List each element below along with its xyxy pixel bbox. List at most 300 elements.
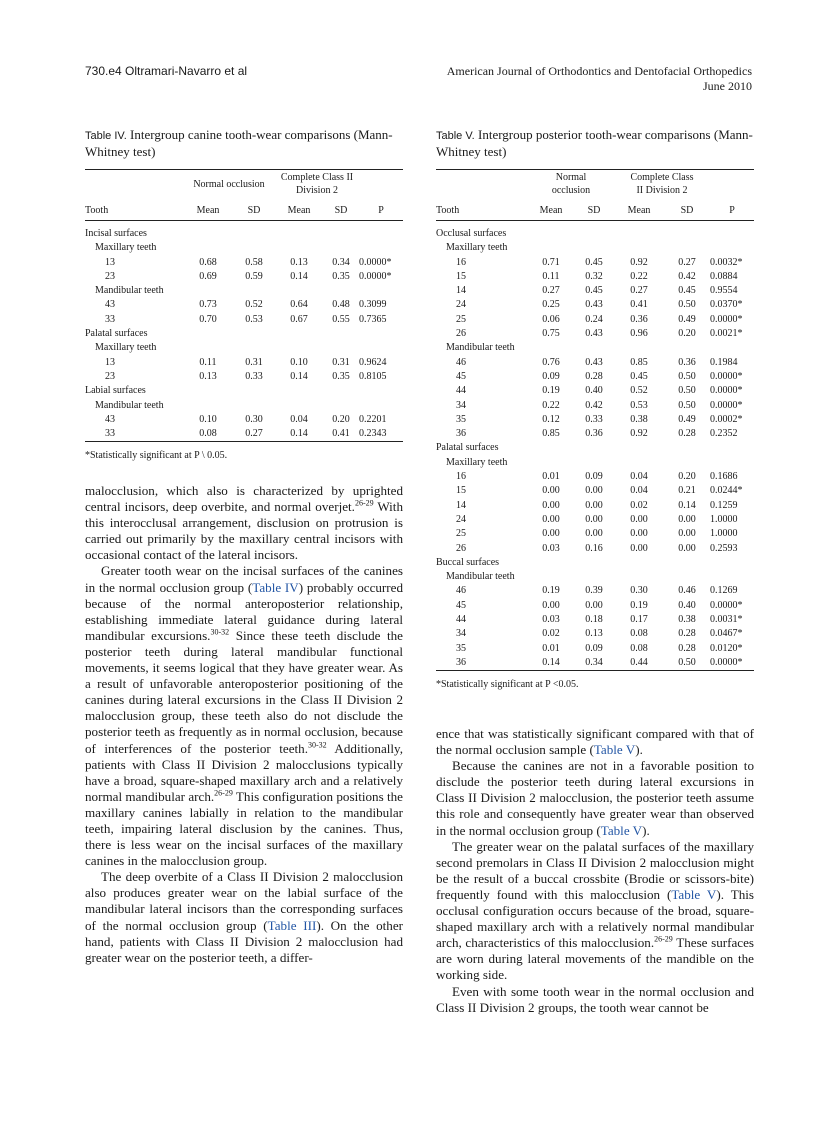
paragraph [85, 563, 403, 869]
mean-class2-cell: 0.85 [630, 356, 648, 368]
mean-normal-cell: 0.00 [542, 528, 560, 540]
tooth-cell: 15 [456, 270, 466, 282]
text-run: Since these teeth disclude the posterior teeth during lateral mandibular functional movements, it seems logical that they have greater wear. As a result of unfavorable anteroposterior positioning of the canines during lateral excursions in the Class II Division 2 malocclusion group, these teeth also do not disclude the posterior teeth as frequently as in normal occlusion, because of interferences of the posterior teeth. [85, 627, 403, 756]
mean-class2-cell: 0.14 [290, 428, 308, 440]
subsection-row [85, 241, 403, 255]
col-tooth: Tooth [436, 205, 460, 216]
section-row [85, 327, 403, 341]
tooth-cell: 24 [456, 513, 466, 525]
sd-normal-cell: 0.09 [585, 471, 603, 483]
tooth-cell: 43 [105, 413, 115, 425]
table-iv-body [85, 221, 403, 442]
sd-normal-cell: 0.24 [585, 313, 603, 325]
table-iv-label: Table IV. [85, 130, 127, 142]
tooth-cell: 33 [105, 428, 115, 440]
mean-normal-cell: 0.03 [542, 542, 560, 554]
text-run: ). On the other hand, patients with Class II Division 2 malocclusion had greater wear on the posterior teeth, a differ- [85, 917, 403, 965]
p-value-cell: 0.0000* [359, 256, 392, 268]
mean-normal-cell: 0.69 [199, 270, 217, 282]
mean-class2-cell: 0.36 [630, 313, 648, 325]
tooth-cell: 26 [456, 542, 466, 554]
p-value-cell: 0.2593 [710, 542, 738, 554]
sd-normal-cell: 0.27 [245, 428, 263, 440]
paragraph [436, 839, 754, 984]
mean-normal-cell: 0.14 [542, 656, 560, 668]
citation-superscript: 30-32 [307, 740, 327, 750]
mean-normal-cell: 0.13 [199, 370, 217, 382]
table-row [436, 284, 754, 298]
subsection-label: Mandibular teeth [446, 571, 515, 583]
mean-normal-cell: 0.19 [542, 585, 560, 597]
p-value-cell: 0.9554 [710, 285, 738, 297]
text-run: These surfaces are worn during lateral movements of the mandible on the working side. [436, 935, 754, 983]
tooth-cell: 25 [456, 313, 466, 325]
mean-normal-cell: 0.10 [199, 413, 217, 425]
p-value-cell: 0.9624 [359, 356, 387, 368]
journal-name: American Journal of Orthodontics and Dentofacial Orthopedics [446, 64, 752, 78]
sd-class2-cell: 0.28 [678, 642, 696, 654]
body-text-left [85, 483, 403, 966]
mean-normal-cell: 0.02 [542, 628, 560, 640]
p-value-cell: 0.0120* [710, 642, 743, 654]
table-row [85, 427, 403, 442]
subsection-row [436, 456, 754, 470]
table-iv-block [85, 127, 403, 461]
mean-class2-cell: 0.19 [630, 599, 648, 611]
mean-class2-cell: 0.02 [630, 499, 648, 511]
sd-class2-cell: 0.41 [332, 428, 350, 440]
sd-class2-cell: 0.40 [678, 599, 696, 611]
section-row [85, 221, 403, 242]
subsection-label: Maxillary teeth [95, 342, 157, 354]
sd-normal-cell: 0.00 [585, 599, 603, 611]
mean-normal-cell: 0.00 [542, 499, 560, 511]
p-value-cell: 1.0000 [710, 513, 738, 525]
sd-class2-cell: 0.27 [678, 256, 696, 268]
sd-class2-cell: 0.00 [678, 542, 696, 554]
subsection-label: Mandibular teeth [95, 285, 164, 297]
p-value-cell: 0.1984 [710, 356, 738, 368]
sd-normal-cell: 0.39 [585, 585, 603, 597]
col-mean-2: Mean [627, 205, 651, 216]
subsection-label: Mandibular teeth [446, 342, 515, 354]
section-row [436, 556, 754, 570]
table-reference-link[interactable]: Table V [593, 742, 636, 758]
subsection-row [85, 284, 403, 298]
subsection-row [85, 341, 403, 355]
p-value-cell: 0.0467* [710, 628, 743, 640]
table-row [436, 356, 754, 370]
mean-class2-cell: 0.45 [630, 370, 648, 382]
table-iv-title: Intergroup canine tooth-wear comparisons (Mann-Whitney test) [85, 127, 393, 159]
text-run: The deep overbite of a Class II Division 2 malocclusion also produces greater wear on the labial surface of the mandibular lateral incisors than the corresponding surfaces of the normal occlusion group ( [85, 869, 403, 933]
mean-class2-cell: 0.44 [630, 656, 648, 668]
sd-class2-cell: 0.20 [678, 328, 696, 340]
sd-normal-cell: 0.30 [245, 413, 263, 425]
mean-class2-cell: 0.04 [630, 471, 648, 483]
table-row [436, 384, 754, 398]
sd-class2-cell: 0.46 [678, 585, 696, 597]
running-header-right [447, 64, 752, 94]
sd-class2-cell: 0.00 [678, 513, 696, 525]
mean-normal-cell: 0.09 [542, 370, 560, 382]
tooth-cell: 45 [456, 370, 466, 382]
text-run: malocclusion, which also is characterized by uprighted central incisors, deep overbite, and normal overjet. [85, 483, 403, 515]
sd-normal-cell: 0.36 [585, 428, 603, 440]
p-value-cell: 0.3099 [359, 299, 387, 311]
sd-class2-cell: 0.49 [678, 413, 696, 425]
mean-class2-cell: 0.04 [630, 485, 648, 497]
sd-class2-cell: 0.28 [678, 628, 696, 640]
mean-class2-cell: 0.08 [630, 642, 648, 654]
sd-normal-cell: 0.43 [585, 356, 603, 368]
table-row [85, 256, 403, 270]
subsection-row [436, 241, 754, 255]
mean-class2-cell: 0.00 [630, 528, 648, 540]
mean-normal-cell: 0.68 [199, 256, 217, 268]
sd-class2-cell: 0.50 [678, 299, 696, 311]
subsection-label: Mandibular teeth [95, 399, 164, 411]
subsection-row [85, 399, 403, 413]
text-run: With this interocclusal arrangement, disclusion on protrusion is carried out primarily by the maxillary central incisors with occasional contact of the lateral incisors. [85, 499, 403, 563]
section-label: Incisal surfaces [85, 228, 147, 239]
tooth-cell: 16 [456, 471, 466, 483]
group-normal-header: Normal occlusion [551, 172, 591, 196]
citation-superscript: 26-29 [214, 788, 233, 798]
table-row [436, 327, 754, 341]
sd-normal-cell: 0.18 [585, 614, 603, 626]
sd-normal-cell: 0.32 [585, 270, 603, 282]
sd-normal-cell: 0.13 [585, 628, 603, 640]
col-sd-2: SD [334, 205, 348, 216]
subsection-label: Maxillary teeth [446, 242, 508, 254]
tooth-cell: 35 [456, 413, 466, 425]
col-sd-2: SD [680, 205, 694, 216]
tooth-cell: 25 [456, 528, 466, 540]
tooth-cell: 23 [105, 270, 115, 282]
mean-normal-cell: 0.00 [542, 485, 560, 497]
paragraph [436, 984, 754, 1016]
table-row [436, 642, 754, 656]
sd-class2-cell: 0.35 [332, 270, 350, 282]
sd-normal-cell: 0.00 [585, 499, 603, 511]
mean-normal-cell: 0.11 [199, 356, 217, 368]
text-run: ) probably occurred because of the normal anteroposterior relationship, establishing immediate lateral guidance during lateral mandibular excursions. [85, 579, 404, 643]
p-value-cell: 0.0000* [710, 313, 743, 325]
table-row [436, 484, 754, 498]
table-row [436, 599, 754, 613]
table-reference-link[interactable]: Table IV [252, 579, 299, 595]
table-v-block [436, 127, 754, 690]
p-value-cell: 0.0884 [710, 270, 738, 282]
table-v [436, 169, 754, 671]
text-run: Greater tooth wear on the incisal surfaces of the canines in the normal occlusion group ( [85, 563, 403, 595]
section-row [85, 384, 403, 398]
sd-normal-cell: 0.42 [585, 399, 603, 411]
tooth-cell: 15 [456, 485, 466, 497]
table-row [436, 656, 754, 671]
sd-class2-cell: 0.50 [678, 656, 696, 668]
sd-normal-cell: 0.43 [585, 299, 603, 311]
tooth-cell: 46 [456, 356, 466, 368]
mean-normal-cell: 0.25 [542, 299, 560, 311]
sd-class2-cell: 0.45 [678, 285, 696, 297]
section-label: Occlusal surfaces [436, 228, 507, 239]
mean-normal-cell: 0.85 [542, 428, 560, 440]
sd-class2-cell: 0.31 [332, 356, 350, 368]
group-normal-header: Normal occlusion [193, 178, 265, 190]
section-label: Palatal surfaces [436, 442, 499, 454]
table-v-caption [436, 127, 754, 159]
paragraph [436, 758, 754, 838]
table-iv-caption [85, 127, 403, 159]
sd-class2-cell: 0.00 [678, 528, 696, 540]
tooth-cell: 44 [456, 614, 466, 626]
table-row [85, 298, 403, 312]
col-p: P [729, 205, 735, 216]
text-run: Additionally, patients with Class II Division 2 malocclusions typically have a broad, square-shaped maxillary arch and a relatively normal mandibular arch. [85, 740, 404, 804]
section-label: Labial surfaces [85, 385, 146, 397]
tooth-cell: 13 [105, 256, 115, 268]
mean-class2-cell: 0.22 [630, 270, 648, 282]
sd-class2-cell: 0.14 [678, 499, 696, 511]
mean-normal-cell: 0.01 [542, 642, 560, 654]
text-run: ). [642, 822, 650, 838]
tooth-cell: 44 [456, 385, 466, 397]
p-value-cell: 0.2201 [359, 413, 387, 425]
sd-normal-cell: 0.00 [585, 485, 603, 497]
text-run: ). [635, 742, 643, 758]
text-run: This configuration positions the maxillary canines labially in relation to the mandibular teeth, impairing lateral disclusion by the canines. Thus, there is less wear on the incisal surfaces of the maxillary canines in the malocclusion group. [85, 788, 403, 869]
sd-class2-cell: 0.50 [678, 385, 696, 397]
table-iv [85, 169, 403, 442]
mean-class2-cell: 0.30 [630, 585, 648, 597]
section-row [436, 221, 754, 242]
p-value-cell: 0.1259 [710, 499, 738, 511]
tooth-cell: 43 [105, 299, 115, 311]
table-row [436, 270, 754, 284]
tooth-cell: 26 [456, 328, 466, 340]
sd-normal-cell: 0.52 [245, 299, 263, 311]
sd-class2-cell: 0.42 [678, 270, 696, 282]
table-v-body [436, 221, 754, 671]
table-reference-link[interactable]: Table III [267, 917, 317, 933]
mean-class2-cell: 0.13 [290, 256, 308, 268]
subsection-label: Maxillary teeth [446, 456, 508, 468]
sd-class2-cell: 0.34 [332, 256, 350, 268]
mean-class2-cell: 0.27 [630, 285, 648, 297]
sd-normal-cell: 0.28 [585, 370, 603, 382]
mean-normal-cell: 0.73 [199, 299, 217, 311]
paragraph [85, 483, 403, 563]
mean-normal-cell: 0.27 [542, 285, 560, 297]
table-v-title: Intergroup posterior tooth-wear comparisons (Mann-Whitney test) [436, 127, 753, 159]
tooth-cell: 46 [456, 585, 466, 597]
sd-class2-cell: 0.55 [332, 313, 350, 325]
p-value-cell: 0.1269 [710, 585, 738, 597]
mean-class2-cell: 0.41 [630, 299, 648, 311]
sd-class2-cell: 0.49 [678, 313, 696, 325]
tooth-cell: 35 [456, 642, 466, 654]
sd-normal-cell: 0.40 [585, 385, 603, 397]
col-mean-2: Mean [287, 205, 311, 216]
section-label: Buccal surfaces [436, 556, 500, 568]
table-v-footnote: *Statistically significant at P <0.05. [436, 679, 579, 691]
tooth-cell: 34 [456, 628, 466, 640]
mean-normal-cell: 0.19 [542, 385, 560, 397]
paragraph [85, 869, 403, 966]
subsection-label: Maxillary teeth [95, 242, 157, 254]
mean-class2-cell: 0.00 [630, 513, 648, 525]
tooth-cell: 23 [105, 370, 115, 382]
table-row [436, 427, 754, 441]
mean-normal-cell: 0.01 [542, 471, 560, 483]
mean-normal-cell: 0.00 [542, 513, 560, 525]
p-value-cell: 0.0000* [710, 599, 743, 611]
mean-class2-cell: 0.52 [630, 385, 648, 397]
sd-normal-cell: 0.09 [585, 642, 603, 654]
issue-date: June 2010 [703, 79, 752, 93]
group-class2-header: Complete Class II Division 2 [630, 172, 694, 196]
citation-superscript: 26-29 [654, 934, 673, 944]
table-row [436, 584, 754, 598]
text-run: Because the canines are not in a favorable position to disclude the posterior teeth during lateral excursions in Class II Division 2 malocclusion, the posterior teeth assume this role and consequently have greater wear than observed in the normal occlusion group ( [436, 758, 754, 838]
paragraph [436, 726, 754, 758]
mean-class2-cell: 0.00 [630, 542, 648, 554]
section-row [436, 441, 754, 455]
sd-class2-cell: 0.20 [678, 471, 696, 483]
table-iv-footnote: *Statistically significant at P \ 0.05. [85, 450, 228, 462]
mean-normal-cell: 0.06 [542, 313, 560, 325]
p-value-cell: 0.0000* [710, 385, 743, 397]
mean-normal-cell: 0.08 [199, 428, 217, 440]
p-value-cell: 0.0000* [710, 370, 743, 382]
mean-normal-cell: 0.75 [542, 328, 560, 340]
sd-normal-cell: 0.59 [245, 270, 263, 282]
table-reference-link[interactable]: Table V [600, 822, 643, 838]
mean-class2-cell: 0.38 [630, 413, 648, 425]
mean-normal-cell: 0.22 [542, 399, 560, 411]
col-mean-1: Mean [539, 205, 563, 216]
sd-class2-cell: 0.36 [678, 356, 696, 368]
table-row [85, 313, 403, 327]
sd-class2-cell: 0.48 [332, 299, 350, 311]
table-row [436, 527, 754, 541]
p-value-cell: 0.0002* [710, 413, 743, 425]
p-value-cell: 0.1686 [710, 471, 738, 483]
text-run: Even with some tooth wear in the normal occlusion and Class II Division 2 groups, the tooth wear cannot be [436, 983, 754, 1015]
table-row [436, 627, 754, 641]
sd-class2-cell: 0.21 [678, 485, 696, 497]
text-run: ence that was statistically significant compared with that of the normal occlusion sample ( [436, 726, 754, 758]
p-value-cell: 0.2352 [710, 428, 738, 440]
table-row [436, 399, 754, 413]
col-sd-1: SD [587, 205, 601, 216]
citation-superscript: 26-29 [354, 498, 374, 508]
group-class2-header: Complete Class II Division 2 [280, 172, 354, 196]
sd-normal-cell: 0.16 [585, 542, 603, 554]
mean-class2-cell: 0.17 [630, 614, 648, 626]
tooth-cell: 13 [105, 356, 115, 368]
sd-normal-cell: 0.53 [245, 313, 263, 325]
tooth-cell: 36 [456, 656, 466, 668]
p-value-cell: 0.0000* [710, 399, 743, 411]
sd-class2-cell: 0.50 [678, 370, 696, 382]
sd-normal-cell: 0.31 [245, 356, 263, 368]
table-row [85, 413, 403, 427]
tooth-cell: 45 [456, 599, 466, 611]
mean-class2-cell: 0.14 [290, 270, 308, 282]
mean-normal-cell: 0.76 [542, 356, 560, 368]
p-value-cell: 0.0244* [710, 485, 743, 497]
table-reference-link[interactable]: Table V [671, 886, 717, 902]
col-mean-1: Mean [196, 205, 220, 216]
mean-class2-cell: 0.92 [630, 428, 648, 440]
sd-class2-cell: 0.20 [332, 413, 350, 425]
sd-normal-cell: 0.33 [245, 370, 263, 382]
table-row [436, 613, 754, 627]
p-value-cell: 0.0370* [710, 299, 743, 311]
sd-class2-cell: 0.50 [678, 399, 696, 411]
tooth-cell: 24 [456, 299, 466, 311]
tooth-cell: 36 [456, 428, 466, 440]
sd-normal-cell: 0.00 [585, 528, 603, 540]
body-text-right [436, 726, 754, 1016]
text-run: ). This occlusal configuration occurs because of the broad, square-shaped maxillary arch with a relatively normal mandibular arch, characteristics of this malocclusion. [436, 886, 754, 951]
p-value-cell: 0.7365 [359, 313, 387, 325]
sd-normal-cell: 0.33 [585, 413, 603, 425]
table-row [436, 370, 754, 384]
section-label: Palatal surfaces [85, 328, 148, 340]
mean-normal-cell: 0.11 [542, 270, 560, 282]
mean-class2-cell: 0.96 [630, 328, 648, 340]
sd-class2-cell: 0.28 [678, 428, 696, 440]
mean-normal-cell: 0.00 [542, 599, 560, 611]
mean-class2-cell: 0.64 [290, 299, 308, 311]
tooth-cell: 34 [456, 399, 466, 411]
mean-class2-cell: 0.53 [630, 399, 648, 411]
table-row [436, 298, 754, 312]
p-value-cell: 1.0000 [710, 528, 738, 540]
citation-superscript: 30-32 [210, 627, 230, 637]
tooth-cell: 14 [456, 285, 466, 297]
col-sd-1: SD [247, 205, 261, 216]
p-value-cell: 0.8105 [359, 370, 387, 382]
table-row [436, 542, 754, 556]
mean-class2-cell: 0.14 [290, 370, 308, 382]
col-tooth: Tooth [85, 205, 109, 216]
table-row [436, 513, 754, 527]
mean-normal-cell: 0.70 [199, 313, 217, 325]
p-value-cell: 0.0031* [710, 614, 743, 626]
sd-class2-cell: 0.38 [678, 614, 696, 626]
mean-class2-cell: 0.10 [290, 356, 308, 368]
table-v-label: Table V. [436, 130, 475, 142]
table-row [436, 499, 754, 513]
sd-normal-cell: 0.45 [585, 256, 603, 268]
mean-normal-cell: 0.03 [542, 614, 560, 626]
sd-normal-cell: 0.00 [585, 513, 603, 525]
tooth-cell: 33 [105, 313, 115, 325]
running-header-left: 730.e4 Oltramari-Navarro et al [85, 64, 248, 78]
table-row [436, 470, 754, 484]
mean-class2-cell: 0.92 [630, 256, 648, 268]
sd-normal-cell: 0.45 [585, 285, 603, 297]
tooth-cell: 14 [456, 499, 466, 511]
p-value-cell: 0.2343 [359, 428, 387, 440]
sd-class2-cell: 0.35 [332, 370, 350, 382]
table-row [436, 413, 754, 427]
